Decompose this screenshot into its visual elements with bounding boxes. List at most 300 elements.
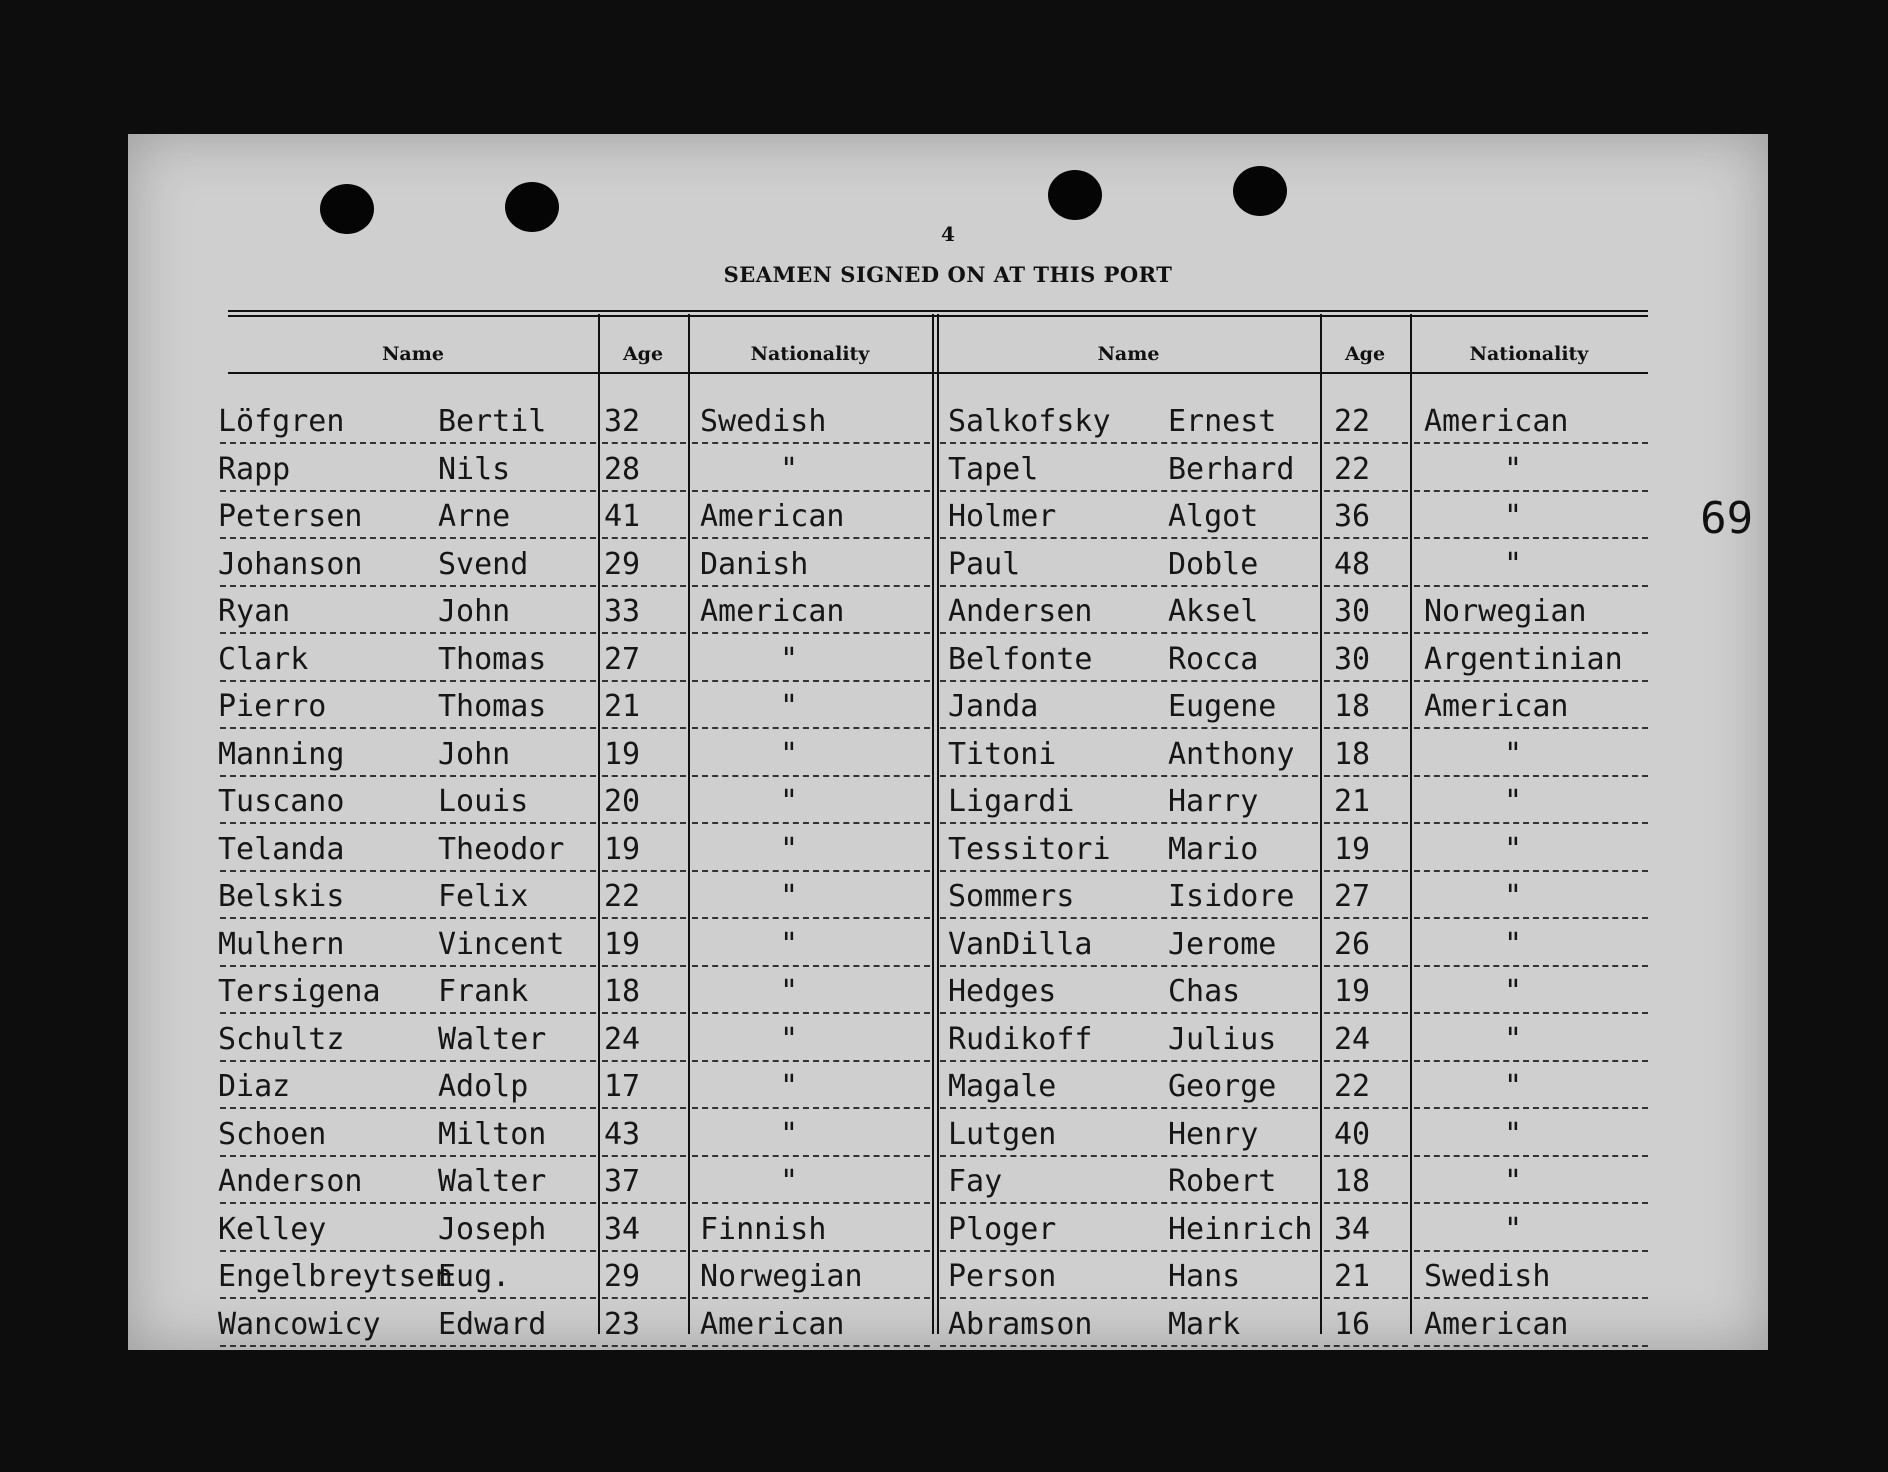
surname-cell: Salkofsky	[948, 404, 1111, 439]
row-underline	[692, 680, 930, 682]
nationality-cell: "	[1504, 1021, 1523, 1057]
age-cell: 19	[1334, 831, 1371, 867]
age-cell: 34	[1334, 1211, 1371, 1247]
surname-cell: Ligardi	[948, 784, 1075, 819]
surname-cell: Tersigena	[218, 974, 381, 1009]
row-underline	[1414, 917, 1648, 919]
row-underline	[1414, 1345, 1648, 1347]
given-name-cell: Ernest	[1168, 404, 1277, 439]
age-cell: 36	[1334, 499, 1371, 534]
row-underline	[1324, 442, 1408, 444]
given-name-cell: Thomas	[438, 689, 547, 724]
surname-cell: Telanda	[218, 831, 345, 867]
nationality-cell: "	[780, 689, 799, 724]
row-underline	[1414, 585, 1648, 587]
row-underline	[692, 1250, 930, 1252]
age-cell: 19	[1334, 974, 1371, 1009]
given-name-cell: Julius	[1168, 1021, 1277, 1057]
row-underline	[692, 632, 930, 634]
given-name-cell: Doble	[1168, 546, 1259, 582]
given-name-cell: Vincent	[438, 926, 565, 962]
table-row	[128, 780, 1768, 828]
row-underline	[940, 1012, 1318, 1014]
nationality-cell: "	[1504, 831, 1523, 867]
table-row	[128, 638, 1768, 686]
age-cell: 41	[604, 499, 641, 534]
nationality-cell: "	[780, 879, 799, 914]
nationality-cell: "	[1504, 499, 1523, 534]
row-underline	[940, 442, 1318, 444]
age-cell: 22	[1334, 451, 1371, 487]
row-underline	[692, 822, 930, 824]
header-age-left: Age	[622, 343, 664, 365]
row-underline	[692, 965, 930, 967]
age-cell: 29	[604, 1259, 641, 1294]
given-name-cell: Louis	[438, 784, 529, 819]
row-underline	[602, 442, 686, 444]
row-underline	[692, 870, 930, 872]
row-underline	[1324, 490, 1408, 492]
row-underline	[220, 1012, 596, 1014]
row-underline	[692, 727, 930, 729]
row-underline	[692, 1297, 930, 1299]
row-underline	[220, 1345, 596, 1347]
given-name-cell: Algot	[1168, 499, 1259, 534]
given-name-cell: Jerome	[1168, 926, 1277, 962]
given-name-cell: Mark	[1168, 1306, 1241, 1342]
row-underline	[220, 632, 596, 634]
row-underline	[220, 442, 596, 444]
table-row	[128, 875, 1768, 923]
row-underline	[940, 1107, 1318, 1109]
row-underline	[1414, 1297, 1648, 1299]
document-page	[128, 134, 1768, 1350]
given-name-cell: Adolp	[438, 1069, 529, 1104]
table-row	[128, 1065, 1768, 1113]
table-row	[128, 1255, 1768, 1303]
table-row	[128, 448, 1768, 496]
surname-cell: Titoni	[948, 736, 1057, 772]
nationality-cell: Swedish	[700, 404, 827, 439]
row-underline	[1324, 1345, 1408, 1347]
surname-cell: Person	[948, 1259, 1057, 1294]
age-cell: 19	[604, 831, 641, 867]
nationality-cell: "	[1504, 926, 1523, 962]
given-name-cell: Heinrich	[1168, 1211, 1313, 1247]
row-underline	[692, 537, 930, 539]
nationality-cell: American	[700, 499, 845, 534]
surname-cell: Ryan	[218, 594, 291, 629]
surname-cell: Engelbreytsen	[218, 1259, 453, 1294]
header-name-left: Name	[382, 343, 444, 365]
surname-cell: Rapp	[218, 451, 291, 487]
surname-cell: Löfgren	[218, 404, 345, 439]
row-underline	[940, 490, 1318, 492]
row-underline	[940, 1250, 1318, 1252]
table-row	[128, 1303, 1768, 1351]
row-underline	[940, 870, 1318, 872]
row-underline	[1324, 632, 1408, 634]
surname-cell: Kelley	[218, 1211, 327, 1247]
table-row	[128, 733, 1768, 781]
given-name-cell: Anthony	[1168, 736, 1295, 772]
row-underline	[602, 1107, 686, 1109]
nationality-cell: "	[1504, 879, 1523, 914]
given-name-cell: Arne	[438, 499, 511, 534]
age-cell: 22	[604, 879, 641, 914]
given-name-cell: Isidore	[1168, 879, 1295, 914]
age-cell: 18	[1334, 736, 1371, 772]
row-underline	[602, 917, 686, 919]
side-page-number: 69	[1700, 490, 1753, 541]
age-cell: 22	[1334, 404, 1371, 439]
row-underline	[602, 1345, 686, 1347]
row-underline	[1324, 727, 1408, 729]
age-cell: 20	[604, 784, 641, 819]
row-underline	[602, 1250, 686, 1252]
given-name-cell: Svend	[438, 546, 529, 582]
row-underline	[1324, 822, 1408, 824]
row-underline	[602, 822, 686, 824]
age-cell: 30	[1334, 594, 1371, 629]
given-name-cell: Frank	[438, 974, 529, 1009]
row-underline	[220, 965, 596, 967]
given-name-cell: Joseph	[438, 1211, 547, 1247]
nationality-cell: American	[700, 1306, 845, 1342]
row-underline	[1324, 1107, 1408, 1109]
nationality-cell: American	[1424, 1306, 1569, 1342]
nationality-cell: "	[780, 831, 799, 867]
age-cell: 21	[1334, 1259, 1371, 1294]
row-underline	[940, 680, 1318, 682]
table-row	[128, 1160, 1768, 1208]
given-name-cell: Berhard	[1168, 451, 1295, 487]
nationality-cell: American	[1424, 404, 1569, 439]
table-row	[128, 543, 1768, 591]
surname-cell: Anderson	[218, 1164, 363, 1199]
row-underline	[1324, 537, 1408, 539]
given-name-cell: Chas	[1168, 974, 1241, 1009]
nationality-cell: "	[780, 784, 799, 819]
row-underline	[692, 585, 930, 587]
nationality-cell: "	[1504, 974, 1523, 1009]
age-cell: 21	[604, 689, 641, 724]
age-cell: 30	[1334, 641, 1371, 677]
given-name-cell: George	[1168, 1069, 1277, 1104]
surname-cell: Fay	[948, 1164, 1003, 1199]
row-underline	[220, 1202, 596, 1204]
nationality-cell: Finnish	[700, 1211, 827, 1247]
given-name-cell: Thomas	[438, 641, 547, 677]
table-row	[128, 400, 1768, 448]
surname-cell: Abramson	[948, 1306, 1093, 1342]
row-underline	[220, 1250, 596, 1252]
row-underline	[940, 775, 1318, 777]
age-cell: 16	[1334, 1306, 1371, 1342]
surname-cell: Petersen	[218, 499, 363, 534]
row-underline	[692, 1012, 930, 1014]
punch-hole	[1233, 166, 1287, 216]
row-underline	[1414, 822, 1648, 824]
surname-cell: Diaz	[218, 1069, 291, 1104]
header-nationality-right: Nationality	[1469, 343, 1589, 365]
punch-hole	[505, 182, 559, 232]
given-name-cell: Henry	[1168, 1116, 1259, 1152]
given-name-cell: Hans	[1168, 1259, 1241, 1294]
row-underline	[1414, 490, 1648, 492]
given-name-cell: John	[438, 594, 511, 629]
given-name-cell: Mario	[1168, 831, 1259, 867]
row-underline	[1414, 965, 1648, 967]
row-underline	[220, 870, 596, 872]
surname-cell: Hedges	[948, 974, 1057, 1009]
age-cell: 21	[1334, 784, 1371, 819]
row-underline	[1324, 1012, 1408, 1014]
row-underline	[1324, 965, 1408, 967]
nationality-cell: American	[700, 594, 845, 629]
nationality-cell: "	[1504, 1164, 1523, 1199]
row-underline	[602, 1297, 686, 1299]
nationality-cell: "	[1504, 451, 1523, 487]
nationality-cell: "	[1504, 1116, 1523, 1152]
nationality-cell: Norwegian	[1424, 594, 1587, 629]
given-name-cell: Eugene	[1168, 689, 1277, 724]
row-underline	[1414, 775, 1648, 777]
row-underline	[692, 917, 930, 919]
age-cell: 33	[604, 594, 641, 629]
table-row	[128, 1113, 1768, 1161]
row-underline	[940, 585, 1318, 587]
given-name-cell: Eug.	[438, 1259, 511, 1294]
surname-cell: Manning	[218, 736, 345, 772]
surname-cell: Tessitori	[948, 831, 1111, 867]
row-underline	[1414, 1202, 1648, 1204]
surname-cell: Tapel	[948, 451, 1039, 487]
row-underline	[940, 537, 1318, 539]
row-underline	[940, 822, 1318, 824]
age-cell: 19	[604, 926, 641, 962]
row-underline	[220, 917, 596, 919]
nationality-cell: "	[780, 1116, 799, 1152]
row-underline	[940, 1297, 1318, 1299]
punch-hole	[320, 184, 374, 234]
row-underline	[220, 727, 596, 729]
row-underline	[1414, 1107, 1648, 1109]
row-underline	[1414, 442, 1648, 444]
row-underline	[1324, 870, 1408, 872]
nationality-cell: "	[780, 974, 799, 1009]
row-underline	[1324, 1060, 1408, 1062]
age-cell: 43	[604, 1116, 641, 1152]
surname-cell: Schoen	[218, 1116, 327, 1152]
nationality-cell: Swedish	[1424, 1259, 1551, 1294]
table-row	[128, 495, 1768, 543]
table-row	[128, 685, 1768, 733]
nationality-cell: "	[780, 1021, 799, 1057]
nationality-cell: "	[780, 736, 799, 772]
row-underline	[602, 965, 686, 967]
given-name-cell: Nils	[438, 451, 511, 487]
nationality-cell: Norwegian	[700, 1259, 863, 1294]
row-underline	[1324, 1155, 1408, 1157]
row-underline	[1324, 917, 1408, 919]
age-cell: 29	[604, 546, 641, 582]
row-underline	[602, 775, 686, 777]
given-name-cell: Walter	[438, 1164, 547, 1199]
row-underline	[940, 1345, 1318, 1347]
row-underline	[602, 1012, 686, 1014]
surname-cell: Lutgen	[948, 1116, 1057, 1152]
age-cell: 18	[1334, 689, 1371, 724]
nationality-cell: "	[780, 926, 799, 962]
age-cell: 22	[1334, 1069, 1371, 1104]
age-cell: 23	[604, 1306, 641, 1342]
given-name-cell: Harry	[1168, 784, 1259, 819]
surname-cell: Andersen	[948, 594, 1093, 629]
row-underline	[602, 727, 686, 729]
row-underline	[692, 775, 930, 777]
surname-cell: Belskis	[218, 879, 345, 914]
surname-cell: Sommers	[948, 879, 1075, 914]
surname-cell: Janda	[948, 689, 1039, 724]
nationality-cell: "	[1504, 546, 1523, 582]
age-cell: 24	[1334, 1021, 1371, 1057]
row-underline	[692, 1345, 930, 1347]
given-name-cell: Edward	[438, 1306, 547, 1342]
row-underline	[602, 1202, 686, 1204]
surname-cell: Holmer	[948, 499, 1057, 534]
row-underline	[692, 1202, 930, 1204]
table-row	[128, 590, 1768, 638]
given-name-cell: Bertil	[438, 404, 547, 439]
table-row	[128, 970, 1768, 1018]
surname-cell: Rudikoff	[948, 1021, 1093, 1057]
header-age-right: Age	[1344, 343, 1386, 365]
row-underline	[1324, 585, 1408, 587]
surname-cell: Magale	[948, 1069, 1057, 1104]
nationality-cell: "	[1504, 784, 1523, 819]
row-underline	[692, 1155, 930, 1157]
row-underline	[940, 965, 1318, 967]
surname-cell: Ploger	[948, 1211, 1057, 1247]
age-cell: 37	[604, 1164, 641, 1199]
row-underline	[602, 537, 686, 539]
surname-cell: Mulhern	[218, 926, 345, 962]
nationality-cell: Danish	[700, 546, 809, 582]
row-underline	[1324, 680, 1408, 682]
row-underline	[220, 537, 596, 539]
surname-cell: Paul	[948, 546, 1021, 582]
age-cell: 17	[604, 1069, 641, 1104]
given-name-cell: Rocca	[1168, 641, 1259, 677]
row-underline	[940, 632, 1318, 634]
row-underline	[1414, 1012, 1648, 1014]
given-name-cell: John	[438, 736, 511, 772]
page-title: SEAMEN SIGNED ON AT THIS PORT	[723, 262, 1173, 287]
age-cell: 19	[604, 736, 641, 772]
row-underline	[940, 1155, 1318, 1157]
nationality-cell: "	[1504, 736, 1523, 772]
given-name-cell: Aksel	[1168, 594, 1259, 629]
table-row	[128, 923, 1768, 971]
surname-cell: Wancowicy	[218, 1306, 381, 1342]
page-number: 4	[941, 222, 955, 246]
age-cell: 28	[604, 451, 641, 487]
age-cell: 48	[1334, 546, 1371, 582]
row-underline	[692, 442, 930, 444]
nationality-cell: "	[780, 451, 799, 487]
table-row	[128, 1018, 1768, 1066]
row-underline	[1324, 775, 1408, 777]
age-cell: 27	[604, 641, 641, 677]
row-underline	[1414, 1250, 1648, 1252]
row-underline	[1414, 870, 1648, 872]
row-underline	[602, 632, 686, 634]
surname-cell: Pierro	[218, 689, 327, 724]
nationality-cell: American	[1424, 689, 1569, 724]
row-underline	[602, 490, 686, 492]
header-name-right: Name	[1097, 343, 1160, 365]
surname-cell: Belfonte	[948, 641, 1093, 677]
row-underline	[940, 1060, 1318, 1062]
row-underline	[220, 490, 596, 492]
row-underline	[1324, 1202, 1408, 1204]
row-underline	[602, 870, 686, 872]
nationality-cell: "	[780, 1069, 799, 1104]
given-name-cell: Felix	[438, 879, 529, 914]
row-underline	[220, 1060, 596, 1062]
age-cell: 32	[604, 404, 641, 439]
row-underline	[220, 1155, 596, 1157]
row-underline	[1414, 537, 1648, 539]
row-underline	[692, 490, 930, 492]
row-underline	[940, 727, 1318, 729]
row-underline	[1324, 1297, 1408, 1299]
given-name-cell: Walter	[438, 1021, 547, 1057]
header-nationality-left: Nationality	[750, 343, 870, 365]
age-cell: 18	[604, 974, 641, 1009]
age-cell: 40	[1334, 1116, 1371, 1152]
given-name-cell: Theodor	[438, 831, 565, 867]
row-underline	[602, 1060, 686, 1062]
row-underline	[220, 680, 596, 682]
row-underline	[1324, 1250, 1408, 1252]
table-row	[128, 828, 1768, 876]
row-underline	[602, 1155, 686, 1157]
surname-cell: VanDilla	[948, 926, 1093, 962]
row-underline	[692, 1060, 930, 1062]
row-underline	[1414, 680, 1648, 682]
age-cell: 34	[604, 1211, 641, 1247]
surname-cell: Clark	[218, 641, 309, 677]
given-name-cell: Robert	[1168, 1164, 1277, 1199]
row-underline	[1414, 1155, 1648, 1157]
table-row	[128, 1208, 1768, 1256]
row-underline	[1414, 727, 1648, 729]
age-cell: 27	[1334, 879, 1371, 914]
surname-cell: Schultz	[218, 1021, 345, 1057]
nationality-cell: "	[780, 1164, 799, 1199]
row-underline	[602, 680, 686, 682]
nationality-cell: "	[780, 641, 799, 677]
age-cell: 26	[1334, 926, 1371, 962]
header-top-rule	[228, 310, 1648, 312]
row-underline	[220, 1107, 596, 1109]
age-cell: 24	[604, 1021, 641, 1057]
row-underline	[220, 585, 596, 587]
age-cell: 18	[1334, 1164, 1371, 1199]
row-underline	[692, 1107, 930, 1109]
